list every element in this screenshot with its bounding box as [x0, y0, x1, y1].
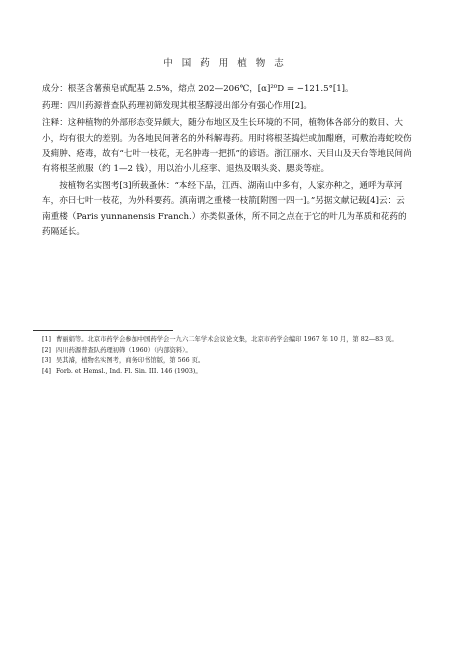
footnote-item	[42, 367, 412, 378]
paragraph-reference: 按植物名实图考[3]所载蚤休：“本经下品，江西、湖南山中多有，人家亦种之，通呼为草河车，亦曰七叶一枝花，为外科要药。滇南谓之重楼一枝箭[附图一四一]。”另据文献记载[4]云：云南重楼（Paris yunnanensis Franch.）亦类似蚤休，所不同之点在于它的叶几为革质和花药的药隔延长。	[42, 181, 407, 237]
footnote-text: 吴其濬，植物名实图考，商务印书馆版，第 566 页。	[56, 357, 205, 364]
footnote-text: 曹丽娟等。北京市药学会参加中国药学会一九六二年学术会议论文集，北京市药学会编印 1967 年 10 月，第 82—83 页。	[56, 336, 398, 343]
running-header-title: 中 国 药 用 植 物 志	[163, 58, 287, 69]
footnote-item	[42, 346, 412, 357]
footnote-divider	[33, 330, 173, 331]
footnote-mark: [4]	[42, 367, 51, 375]
footnote-item	[42, 335, 412, 346]
footnote-text: Forb. et Hemsl., Ind. Fl. Sin. III. 146 (1903)。	[56, 367, 202, 375]
footnote-text: 四川药源普查队药理初筛（1960）（内部资料）。	[56, 346, 192, 354]
paragraph-composition: 成分：根茎含薯蓣皂甙配基 2.5%，熔点 202—206℃，[α]²⁰D = −121.5°[1]。	[42, 84, 354, 94]
footnote-mark: [1]	[42, 336, 51, 343]
paragraph-notes: 注释：这种植物的外部形态变异颇大，随分布地区及生长环境的不同，植物体各部分的数目、大小，均有很大的差别。为各地民间著名的外科解毒药。用时将根茎捣烂或加醋磨，可敷治毒蛇咬伤及痈肿、疮毒，故有“七叶一枝花，无名肿毒一把抓”的谚语。浙江丽水、天目山及天台等地民间尚有将根茎煎服（约 1—2 钱），用以治小儿痉挛、退热及咽头炎、腮炎等症。	[42, 118, 412, 175]
paragraph-pharmacology: 药理：四川药源普查队药理初筛发现其根茎醇浸出部分有强心作用[2]。	[42, 101, 312, 112]
footnote-item	[42, 356, 412, 367]
footnote-mark: [3]	[42, 357, 51, 364]
footnotes	[42, 335, 412, 377]
body-text	[42, 82, 412, 242]
footnote-mark: [2]	[42, 346, 51, 354]
